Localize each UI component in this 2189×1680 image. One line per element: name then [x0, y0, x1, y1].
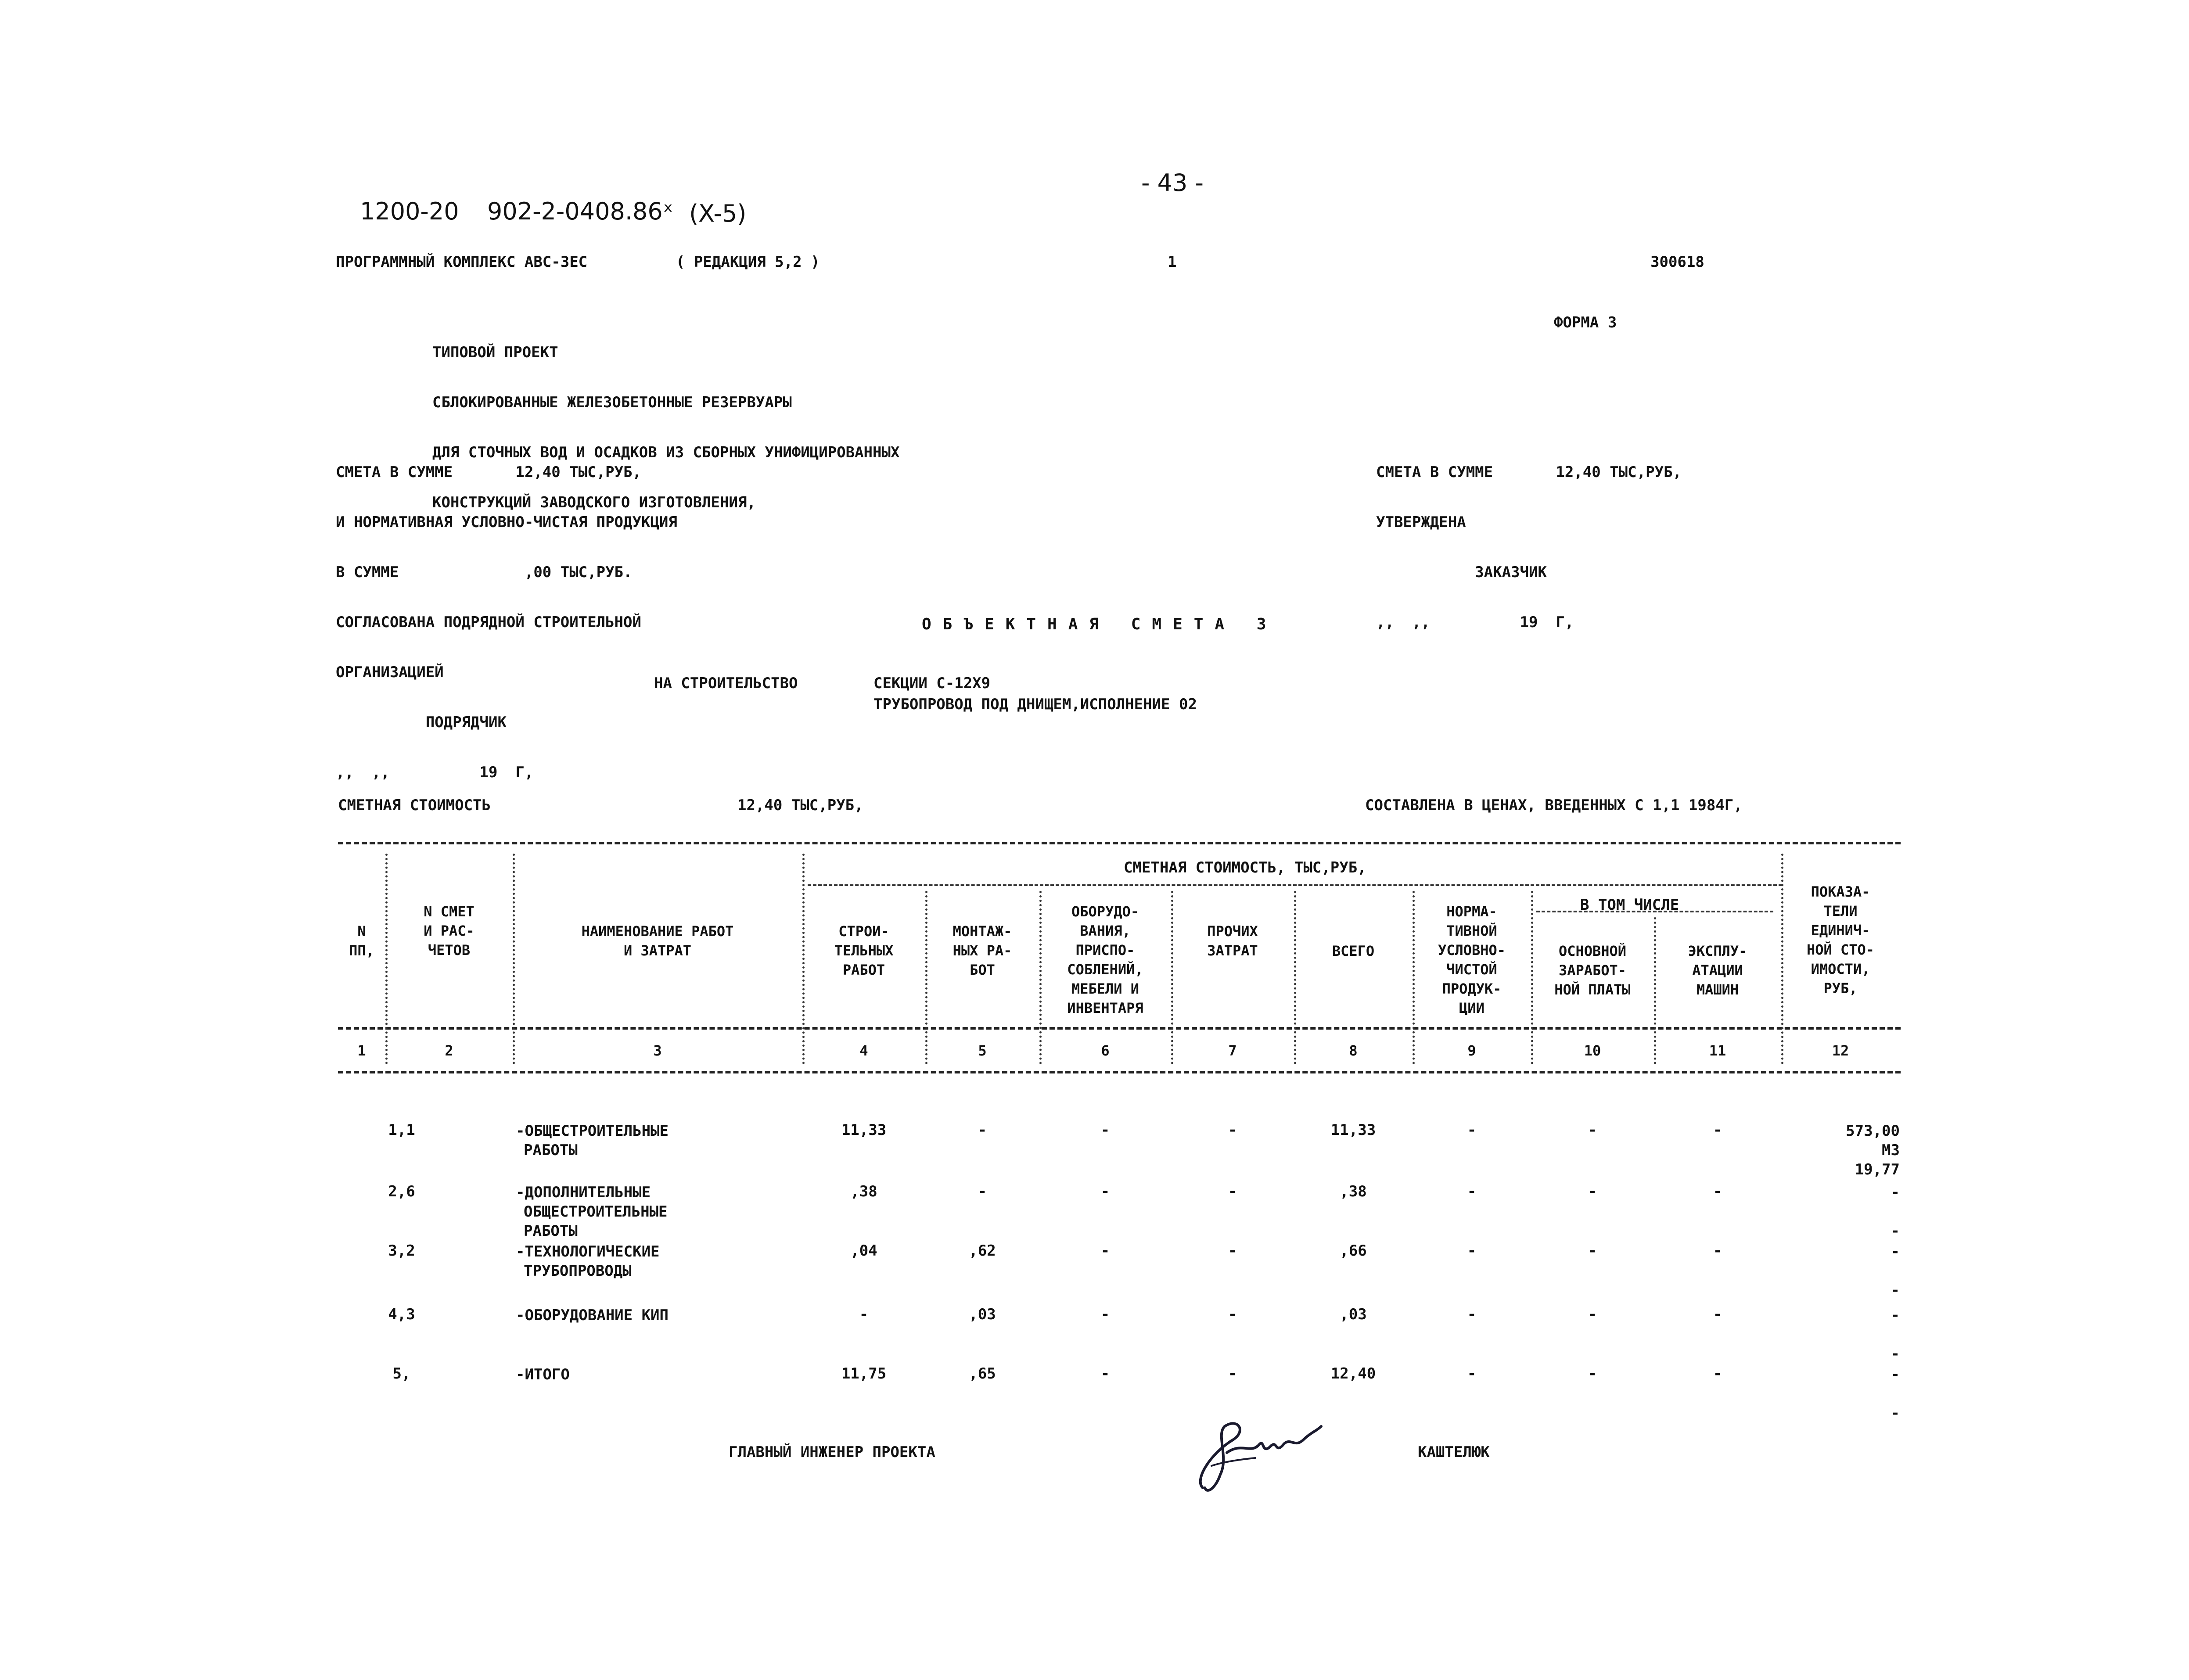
header-bottom-rule [338, 1027, 1901, 1030]
cell-machine-operation: - [1713, 1242, 1722, 1260]
subject-prefix: НА СТРОИТЕЛЬСТВО [654, 675, 798, 692]
cell-net-production: - [1467, 1121, 1477, 1139]
program-label: ПРОГРАММНЫЙ КОМПЛЕКС АВС-ЗЕС [336, 253, 588, 271]
cell-work-name: -ТЕХНОЛОГИЧЕСКИЕ ТРУБОПРОВОДЫ [516, 1243, 660, 1280]
agreement-line: СОГЛАСОВАНА ПОДРЯДНОЙ СТРОИТЕЛЬНОЙ [336, 614, 641, 631]
column-header-9: НОРМА- ТИВНОЙ УСЛОВНО- ЧИСТОЙ ПРОДУК- ЦИИ [1438, 903, 1506, 1016]
cell-work-name: -ИТОГО [516, 1366, 570, 1383]
approval-line: ,, ,, 19 Г, [1376, 614, 1574, 631]
approval-line: СМЕТА В СУММЕ 12,40 ТЫС,РУБ, [1376, 463, 1682, 481]
cost-label: СМЕТНАЯ СТОИМОСТЬ [338, 797, 491, 814]
program-revision: ( РЕДАКЦИЯ 5,2 ) [676, 253, 820, 271]
column-header-3: НАИМЕНОВАНИЕ РАБОТ И ЗАТРАТ [581, 923, 734, 959]
column-number-rule [338, 1071, 1901, 1073]
cell-construction-works: - [859, 1306, 869, 1323]
cell-equipment: - [1100, 1183, 1110, 1200]
approval-line: ЗАКАЗЧИК [1376, 564, 1547, 581]
cell-other-costs: - [1228, 1121, 1237, 1139]
cell-base-wages: - [1588, 1242, 1597, 1260]
project-title-line: СБЛОКИРОВАННЫЕ ЖЕЛЕЗОБЕТОННЫЕ РЕЗЕРВУАРЫ [432, 394, 792, 411]
project-title-line: ТИПОВОЙ ПРОЕКТ [432, 344, 558, 361]
subject-line-1: СЕКЦИИ С-12Х9 [873, 675, 991, 692]
cell-machine-operation: - [1713, 1365, 1722, 1382]
column-number: 4 [859, 1042, 868, 1059]
column-header-8: ВСЕГО [1332, 943, 1375, 959]
column-header-2: N СМЕТ И РАС- ЧЕТОВ [424, 903, 474, 958]
cell-equipment: - [1100, 1306, 1110, 1323]
cell-base-wages: - [1588, 1121, 1597, 1139]
signature [1185, 1400, 1330, 1505]
agreement-line: СМЕТА В СУММЕ 12,40 ТЫС,РУБ, [336, 463, 641, 481]
cell-equipment: - [1100, 1365, 1110, 1382]
doc-project-number: 902-2-0408.86ˣ [487, 197, 673, 225]
cell-other-costs: - [1228, 1306, 1237, 1323]
cell-base-wages: - [1588, 1306, 1597, 1323]
cell-total: ,66 [1340, 1242, 1367, 1260]
cell-construction-works: 11,33 [841, 1121, 887, 1139]
cell-total: 11,33 [1330, 1121, 1376, 1139]
cell-net-production: - [1467, 1183, 1477, 1200]
cell-unit-cost: - - [1891, 1366, 1900, 1422]
cell-smeta-number: 2,6 [388, 1183, 415, 1200]
agreement-line: ,, ,, 19 Г, [336, 764, 534, 781]
cell-smeta-number: 5, [392, 1365, 411, 1382]
program-code: 300618 [1650, 253, 1704, 271]
column-header-11: ЭКСПЛУ- АТАЦИИ МАШИН [1688, 943, 1747, 998]
column-number: 5 [978, 1042, 987, 1059]
cell-installation-works: ,65 [969, 1365, 996, 1382]
approval-line: УТВЕРЖДЕНА [1376, 513, 1466, 531]
cell-net-production: - [1467, 1242, 1477, 1260]
cell-smeta-number: 1,1 [388, 1121, 415, 1139]
approval-block [1376, 432, 1682, 647]
cell-equipment: - [1100, 1242, 1110, 1260]
cell-net-production: - [1467, 1306, 1477, 1323]
cell-net-production: - [1467, 1365, 1477, 1382]
column-divider [1171, 891, 1173, 1064]
column-number: 9 [1467, 1042, 1476, 1059]
cell-installation-works: ,62 [969, 1242, 996, 1260]
column-header-5: МОНТАЖ- НЫХ РА- БОТ [953, 923, 1012, 978]
column-header-12: ПОКАЗА- ТЕЛИ ЕДИНИЧ- НОЙ СТО- ИМОСТИ, РУБ, [1806, 883, 1875, 997]
cell-installation-works: ,03 [969, 1306, 996, 1323]
cell-construction-works: 11,75 [841, 1365, 887, 1382]
cell-machine-operation: - [1713, 1121, 1722, 1139]
document-title: ОБЪЕКТНАЯ СМЕТА 3 [922, 615, 1278, 633]
sheet-number: 1 [1168, 253, 1177, 271]
agreement-line: ПОДРЯДЧИК [336, 714, 507, 731]
cell-installation-works: - [978, 1121, 987, 1139]
cell-base-wages: - [1588, 1365, 1597, 1382]
column-number: 10 [1584, 1042, 1601, 1059]
cell-unit-cost: - - [1891, 1184, 1900, 1240]
cell-work-name: -ОБОРУДОВАНИЕ КИП [516, 1307, 669, 1324]
cell-unit-cost: - - [1891, 1243, 1900, 1299]
group-header-rule [808, 884, 1782, 886]
cell-unit-cost: - - [1891, 1307, 1900, 1363]
column-number: 1 [357, 1042, 366, 1059]
price-basis: СОСТАВЛЕНА В ЦЕНАХ, ВВЕДЕННЫХ С 1,1 1984Г, [1365, 797, 1743, 814]
column-number: 7 [1228, 1042, 1237, 1059]
group-header: СМЕТНАЯ СТОИМОСТЬ, ТЫС,РУБ, [1124, 859, 1366, 876]
column-header-6: ОБОРУДО- ВАНИЯ, ПРИСПО- СОБЛЕНИЙ, МЕБЕЛИ И ИНВЕНТАРЯ [1067, 903, 1143, 1016]
cell-machine-operation: - [1713, 1183, 1722, 1200]
column-header-4: СТРОИ- ТЕЛЬНЫХ РАБОТ [834, 923, 894, 978]
table-top-rule [338, 842, 1901, 844]
column-header-1: N ПП, [349, 923, 374, 959]
cell-other-costs: - [1228, 1242, 1237, 1260]
cell-work-name: -ДОПОЛНИТЕЛЬНЫЕ ОБЩЕСТРОИТЕЛЬНЫЕ РАБОТЫ [516, 1184, 668, 1240]
cell-construction-works: ,38 [850, 1183, 877, 1200]
signatory-role: ГЛАВНЫЙ ИНЖЕНЕР ПРОЕКТА [729, 1443, 935, 1461]
agreement-line: ОРГАНИЗАЦИЕЙ [336, 664, 444, 681]
project-title-line: ДЛЯ СТОЧНЫХ ВОД И ОСАДКОВ ИЗ СБОРНЫХ УНИФИЦИРОВАННЫХ [432, 444, 900, 461]
cell-machine-operation: - [1713, 1306, 1722, 1323]
agreement-block [336, 432, 677, 797]
column-number: 2 [445, 1042, 453, 1059]
subgroup-header: В ТОМ ЧИСЛЕ [1580, 896, 1679, 914]
agreement-line: И НОРМАТИВНАЯ УСЛОВНО-ЧИСТАЯ ПРОДУКЦИЯ [336, 513, 677, 531]
column-divider [1294, 891, 1296, 1064]
column-number: 11 [1709, 1042, 1726, 1059]
cell-other-costs: - [1228, 1365, 1237, 1382]
column-number: 8 [1349, 1042, 1358, 1059]
doc-code: 1200-20 [360, 197, 459, 225]
cell-total: 12,40 [1330, 1365, 1376, 1382]
cell-smeta-number: 4,3 [388, 1306, 415, 1323]
project-title-line: КОНСТРУКЦИЙ ЗАВОДСКОГО ИЗГОТОВЛЕНИЯ, [432, 494, 756, 511]
column-number: 3 [653, 1042, 662, 1059]
page-number: - 43 - [1141, 169, 1204, 197]
subject-line-2: ТРУБОПРОВОД ПОД ДНИЩЕМ,ИСПОЛНЕНИЕ 02 [873, 696, 1197, 713]
column-header-7: ПРОЧИХ ЗАТРАТ [1207, 923, 1258, 959]
column-header-10: ОСНОВНОЙ ЗАРАБОТ- НОЙ ПЛАТЫ [1554, 943, 1631, 998]
cell-smeta-number: 3,2 [388, 1242, 415, 1260]
signatory-name: КАШТЕЛЮК [1418, 1443, 1490, 1461]
doc-issue: (X-5) [689, 200, 747, 227]
form-label: ФОРМА 3 [1554, 314, 1617, 331]
cost-value: 12,40 ТЫС,РУБ, [737, 797, 863, 814]
cell-equipment: - [1100, 1121, 1110, 1139]
column-number: 12 [1832, 1042, 1849, 1059]
cell-total: ,38 [1340, 1183, 1367, 1200]
cell-construction-works: ,04 [850, 1242, 877, 1260]
cell-installation-works: - [978, 1183, 987, 1200]
cell-base-wages: - [1588, 1183, 1597, 1200]
agreement-line: В СУММЕ ,00 ТЫС,РУБ. [336, 564, 633, 581]
cell-work-name: -ОБЩЕСТРОИТЕЛЬНЫЕ РАБОТЫ [516, 1122, 669, 1159]
cell-total: ,03 [1340, 1306, 1367, 1323]
column-number: 6 [1101, 1042, 1110, 1059]
cell-other-costs: - [1228, 1183, 1237, 1200]
cell-unit-cost: 573,00 М3 19,77 [1846, 1122, 1900, 1178]
